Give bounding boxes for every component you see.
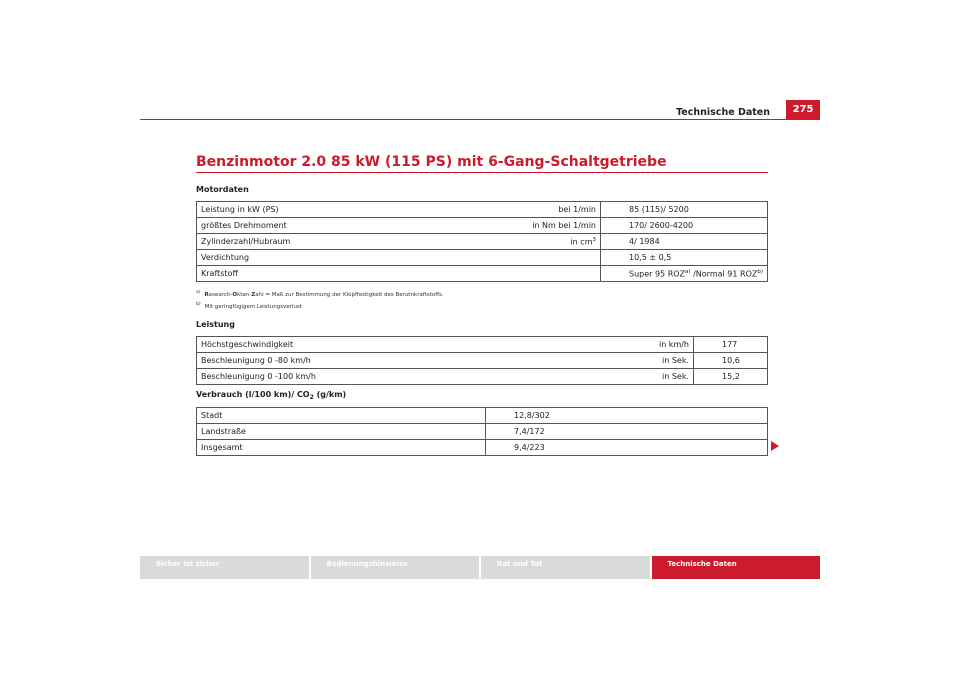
fuel-super: Super 95 ROZ — [628, 269, 686, 279]
motordaten-heading: Motordaten — [196, 185, 249, 194]
bottom-nav — [140, 556, 820, 579]
footnote-initial: R — [204, 291, 209, 298]
leistung-heading: Leistung — [196, 320, 235, 329]
row-value: 177 — [722, 340, 738, 349]
verbrauch-table — [196, 407, 768, 456]
header-section-title: Technische Daten — [676, 107, 770, 118]
nav-tab-sicher[interactable]: Sicher ist sicher — [140, 556, 309, 579]
row-value: 10,6 — [694, 353, 768, 369]
row-value: 15,2 — [694, 369, 768, 385]
table-row — [197, 353, 768, 369]
verbrauch-heading-text: Verbrauch (l/100 km)/ CO — [196, 390, 310, 399]
row-value: 4/ 1984 — [600, 234, 767, 250]
row-label: Leistung in kW (PS) — [201, 205, 279, 214]
nav-tab-rat[interactable]: Rat und Tat — [481, 556, 650, 579]
row-label: größtes Drehmoment — [197, 218, 374, 234]
footnote-text: ktan- — [237, 291, 252, 298]
footnote-mark: b) — [196, 301, 201, 307]
row-value: 12,8/302 — [514, 411, 550, 420]
row-label: Landstraße — [197, 424, 486, 440]
footnote-ref-a: a) — [685, 268, 691, 275]
unit-superscript: 3 — [592, 236, 596, 243]
footnotes — [196, 288, 444, 312]
header-rule — [140, 119, 820, 120]
co2-subscript: 2 — [309, 394, 314, 401]
row-unit: in Sek. — [405, 369, 694, 385]
verbrauch-heading-unit: (g/km) — [313, 390, 347, 399]
table-row — [197, 424, 768, 440]
unit-text: in cm — [570, 237, 593, 247]
row-label: Beschleunigung 0 -80 km/h — [197, 353, 406, 369]
row-label: Insgesamt — [197, 440, 486, 456]
nav-tab-bedienung[interactable]: Bedienungshinweise — [311, 556, 480, 579]
page-number: 275 — [786, 100, 820, 119]
footnote-b — [196, 300, 444, 312]
row-value: 9,4/223 — [486, 440, 768, 456]
table-row — [197, 266, 768, 282]
row-value — [600, 266, 767, 282]
row-value: 170/ 2600-4200 — [600, 218, 767, 234]
table-row — [197, 218, 768, 234]
row-value: 10,5 ± 0,5 — [600, 250, 767, 266]
footnote-text: esearch- — [208, 291, 233, 298]
table-row — [197, 408, 768, 424]
table-row — [197, 337, 768, 353]
table-row — [197, 202, 768, 218]
footnote-text: ahl = Maß zur Bestimmung der Klopffestigkeit des Benzinkraftstoffs. — [255, 291, 444, 298]
row-value: 7,4/172 — [486, 424, 768, 440]
row-unit — [374, 266, 601, 282]
title-rule — [196, 172, 768, 173]
table-row — [197, 440, 768, 456]
row-unit: bei 1/min — [374, 202, 601, 218]
footnote-mark: a) — [196, 290, 201, 295]
leistung-table — [196, 336, 768, 385]
row-unit — [374, 234, 601, 250]
footnote-initial: Z — [251, 291, 256, 298]
table-row — [197, 250, 768, 266]
row-unit: in Sek. — [405, 353, 694, 369]
nav-tab-technische-daten[interactable]: Technische Daten — [652, 556, 821, 579]
next-page-arrow-icon[interactable] — [771, 441, 779, 451]
row-label: Stadt — [197, 408, 486, 424]
verbrauch-heading — [196, 390, 346, 401]
row-label: Höchstgeschwindigkeit — [201, 340, 294, 349]
row-label: Kraftstoff — [197, 266, 374, 282]
table-row — [197, 369, 768, 385]
row-label: Zylinderzahl/Hubraum — [197, 234, 374, 250]
page-title: Benzinmotor 2.0 85 kW (115 PS) mit 6-Gang-Schaltgetriebe — [196, 154, 667, 170]
row-value: 85 (115)/ 5200 — [628, 205, 689, 214]
footnote-a — [196, 288, 444, 300]
footnote-initial: O — [232, 291, 238, 298]
footnote-text: Mit geringfügigem Leistungsverlust — [204, 303, 303, 310]
footnote-ref-b: b) — [757, 268, 763, 275]
row-label: Verdichtung — [197, 250, 374, 266]
row-unit — [374, 250, 601, 266]
row-label: Beschleunigung 0 -100 km/h — [197, 369, 406, 385]
row-unit: in km/h — [405, 337, 694, 353]
fuel-normal: /Normal 91 ROZ — [690, 269, 758, 279]
table-row — [197, 234, 768, 250]
motordaten-table — [196, 201, 768, 282]
row-unit: in Nm bei 1/min — [374, 218, 601, 234]
